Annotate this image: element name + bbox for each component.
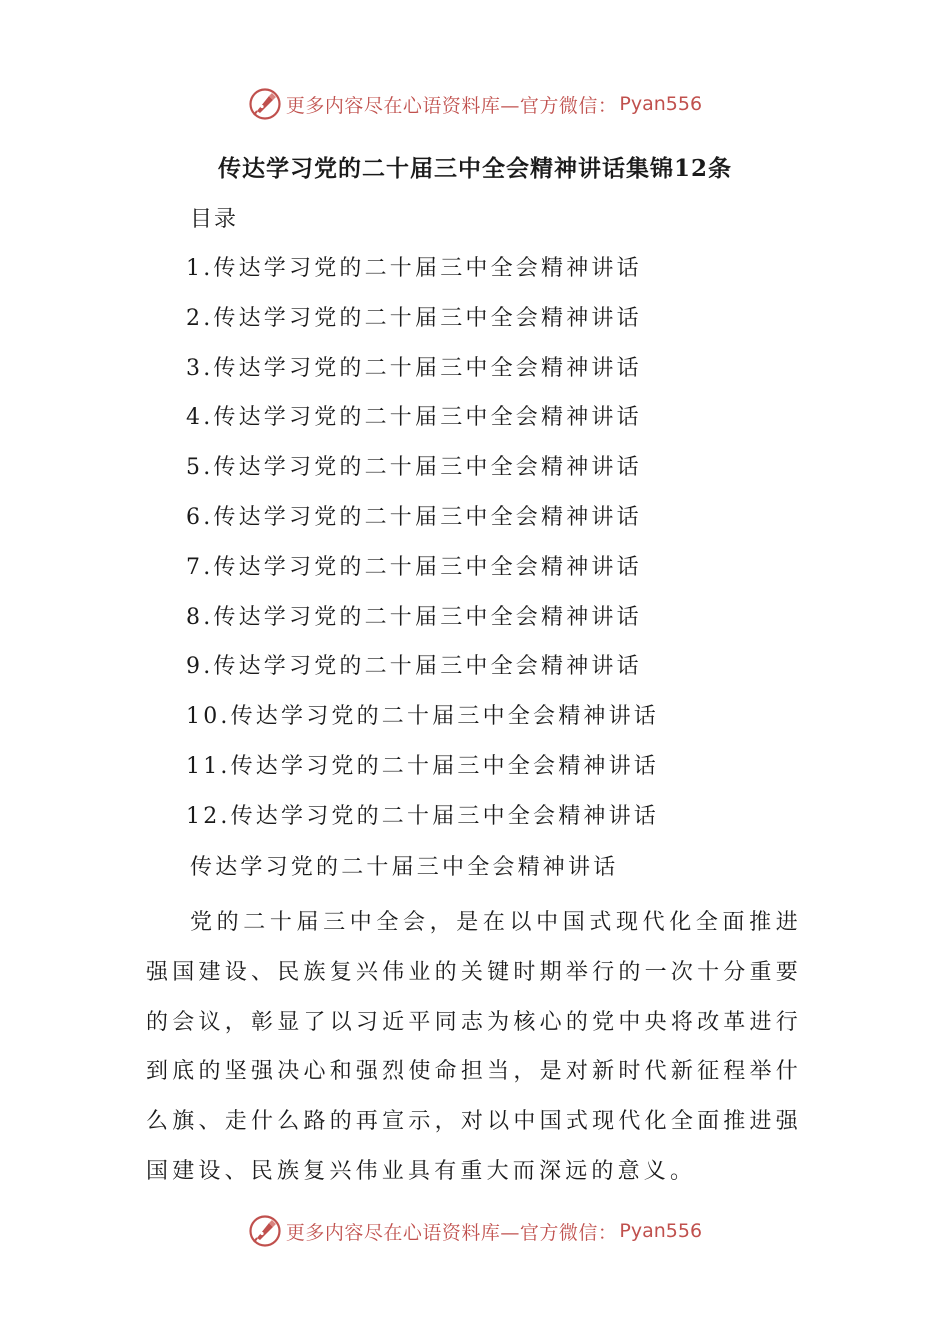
toc-item-6[interactable]: 6.传达学习党的二十届三中全会精神讲话 [186, 504, 642, 530]
pen-nib-logo-icon [248, 87, 282, 121]
pen-nib-logo-icon [248, 1214, 282, 1248]
watermark-text: 更多内容尽在心语资料库—官方微信： [285, 1221, 618, 1244]
toc-item-10[interactable]: 10.传达学习党的二十届三中全会精神讲话 [186, 704, 659, 730]
watermark-text: 更多内容尽在心语资料库—官方微信： [285, 94, 618, 117]
toc-item-7[interactable]: 7.传达学习党的二十届三中全会精神讲话 [186, 554, 642, 580]
document-title: 传达学习党的二十届三中全会精神讲话集锦12条 [217, 155, 732, 182]
header-watermark [0, 84, 950, 124]
toc-item-1[interactable]: 1.传达学习党的二十届三中全会精神讲话 [186, 256, 642, 281]
watermark-contact: Pyan556 [619, 1220, 703, 1242]
section-heading: 传达学习党的二十届三中全会精神讲话 [190, 855, 619, 880]
toc-heading: 目录 [190, 207, 239, 232]
toc-item-9[interactable]: 9.传达学习党的二十届三中全会精神讲话 [186, 654, 642, 680]
footer-watermark [0, 1211, 950, 1251]
toc-item-2[interactable]: 2.传达学习党的二十届三中全会精神讲话 [186, 305, 642, 331]
toc-item-8[interactable]: 8.传达学习党的二十届三中全会精神讲话 [186, 604, 642, 630]
toc-item-4[interactable]: 4.传达学习党的二十届三中全会精神讲话 [186, 405, 642, 431]
toc-item-5[interactable]: 5.传达学习党的二十届三中全会精神讲话 [186, 455, 642, 481]
table-of-contents [186, 253, 659, 851]
toc-item-12[interactable]: 12.传达学习党的二十届三中全会精神讲话 [186, 803, 659, 829]
watermark-contact: Pyan556 [619, 93, 703, 115]
body-paragraph: 党的二十届三中全会，是在以中国式现代化全面推进强国建设、民族复兴伟业的关键时期举行的一次十分重要的会议，彰显了以习近平同志为核心的党中央将改革进行到底的坚强决心和强烈使命担当，是对新时代新征程举什么旗、走什么路的再宣示，对以中国式现代化全面推进强国建设、民族复兴伟业具有重大而深远的意义。 [146, 910, 802, 1184]
toc-item-3[interactable]: 3.传达学习党的二十届三中全会精神讲话 [186, 355, 642, 381]
toc-item-11[interactable]: 11.传达学习党的二十届三中全会精神讲话 [186, 753, 659, 779]
